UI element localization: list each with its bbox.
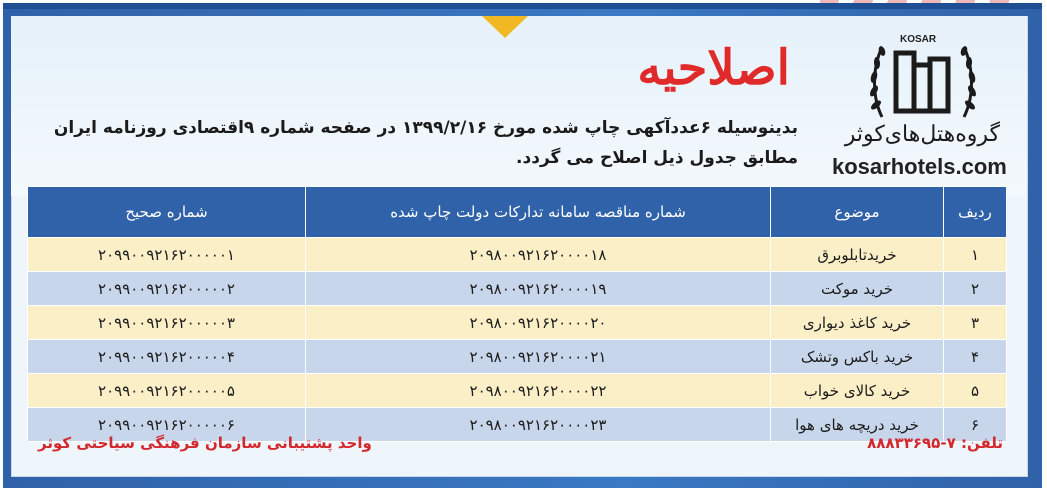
row-printed-number: ۲۰۹۸۰۰۹۲۱۶۲۰۰۰۰۲۲ [306, 374, 771, 408]
row-correct-number: ۲۰۹۹۰۰۹۲۱۶۲۰۰۰۰۰۳ [28, 306, 306, 340]
row-printed-number: ۲۰۹۸۰۰۹۲۱۶۲۰۰۰۰۲۱ [306, 340, 771, 374]
row-correct-number: ۲۰۹۹۰۰۹۲۱۶۲۰۰۰۰۰۵ [28, 374, 306, 408]
row-printed-number: ۲۰۹۸۰۰۹۲۱۶۲۰۰۰۰۲۰ [306, 306, 771, 340]
row-subject: خرید دریچه های هوا [771, 408, 944, 442]
row-printed-number: ۲۰۹۸۰۰۹۲۱۶۲۰۰۰۰۱۸ [306, 238, 771, 272]
down-arrow-icon [482, 16, 528, 38]
row-printed-number: ۲۰۹۸۰۰۹۲۱۶۲۰۰۰۰۲۳ [306, 408, 771, 442]
support-unit-text: واحد پشتیبانی سازمان فرهنگی سیاحتی کوثر [38, 434, 372, 452]
header-row-number: ردیف [944, 187, 1007, 238]
row-subject: خرید کالای خواب [771, 374, 944, 408]
header-correct-number: شماره صحیح [28, 187, 306, 238]
ad-title: اصلاحیه [637, 40, 790, 96]
logo-url: kosarhotels.com [832, 154, 1007, 179]
row-correct-number: ۲۰۹۹۰۰۹۲۱۶۲۰۰۰۰۰۱ [28, 238, 306, 272]
table-row [28, 272, 1007, 306]
row-printed-number: ۲۰۹۸۰۰۹۲۱۶۲۰۰۰۰۱۹ [306, 272, 771, 306]
row-subject: خرید موکت [771, 272, 944, 306]
kosar-logo [832, 30, 1007, 180]
header-subject: موضوع [771, 187, 944, 238]
logo-name: گروه‌هتل‌های‌کوثر [844, 122, 1000, 147]
table-row [28, 340, 1007, 374]
logo-badge-text: KOSAR [900, 34, 937, 45]
row-number: ۳ [944, 306, 1007, 340]
row-number: ۲ [944, 272, 1007, 306]
row-correct-number: ۲۰۹۹۰۰۹۲۱۶۲۰۰۰۰۰۴ [28, 340, 306, 374]
frame-top-bar [3, 3, 1042, 9]
corrections-table [27, 186, 1007, 442]
row-subject: خرید کاغذ دیواری [771, 306, 944, 340]
ad-body-text: بدینوسیله ۶عددآکهی چاپ شده مورخ ۱۳۹۹/۲/۱۶ در صفحه شماره ۹اقتصادی روزنامه ایران مطابق جدول ذیل اصلاح می گردد. [53, 118, 798, 168]
table-row [28, 374, 1007, 408]
kosar-emblem-icon [868, 35, 978, 125]
row-correct-number: ۲۰۹۹۰۰۹۲۱۶۲۰۰۰۰۰۶ [28, 408, 306, 442]
row-number: ۵ [944, 374, 1007, 408]
table-header-row [28, 187, 1007, 238]
table-row [28, 238, 1007, 272]
row-number: ۴ [944, 340, 1007, 374]
row-subject: خریدتابلوبرق [771, 238, 944, 272]
row-subject: خرید باکس وتشک [771, 340, 944, 374]
row-correct-number: ۲۰۹۹۰۰۹۲۱۶۲۰۰۰۰۰۲ [28, 272, 306, 306]
row-number: ۱ [944, 238, 1007, 272]
phone-number: تلفن: ۷-۸۸۸۳۳۶۹۵ [867, 434, 1003, 452]
table-row [28, 306, 1007, 340]
row-number: ۶ [944, 408, 1007, 442]
header-printed-number: شماره مناقصه سامانه تدارکات دولت چاپ شده [306, 187, 771, 238]
